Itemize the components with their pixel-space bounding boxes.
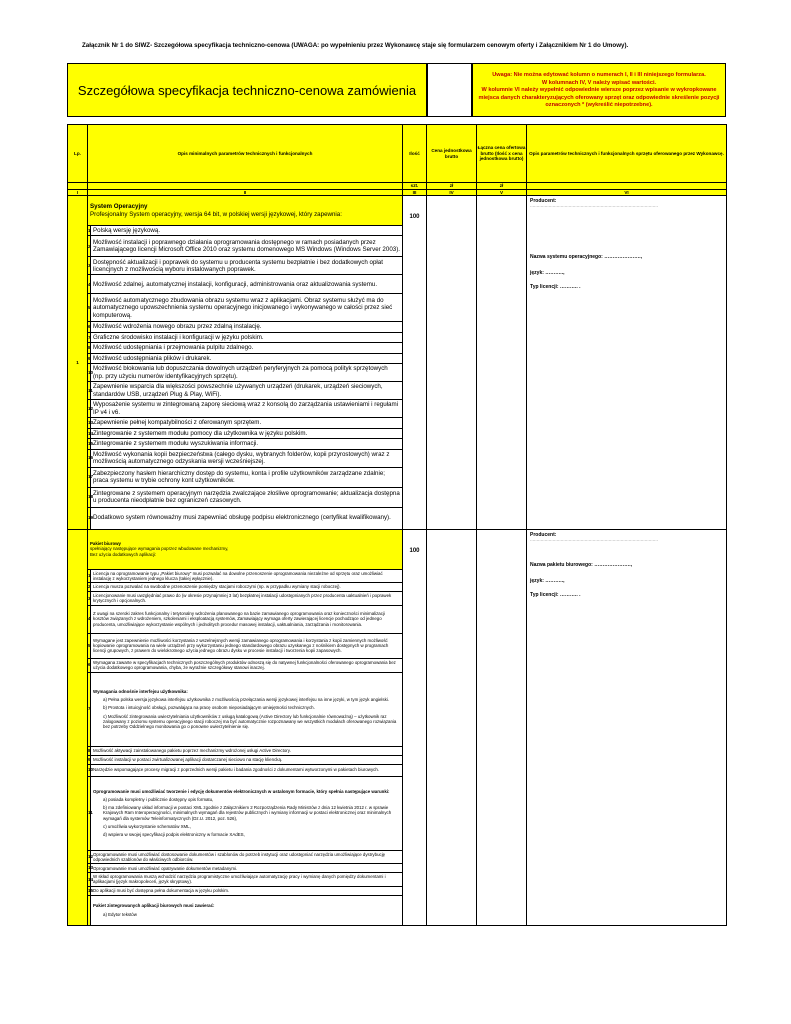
requirement-text (91, 275, 403, 294)
requirement-main-text: Dostępność aktualizacji i poprawek do systemu u producenta systemu bezpłatnie i bez dodatkowych opłat licencjnych z możliwością wyboru instalowanych poprawek. (93, 258, 383, 273)
requirement-main-text: Możliwość blokowania lub dopuszczania dowolnych urządzeń peryferyjnych za pomocą polityk sprzętowych (np. przy użyciu numerów identyfikacyjnych sprzętu). (93, 365, 388, 380)
section-lp: 1 (68, 196, 88, 530)
requirement-main-text: Wyposażenie systemu w zintegrowaną zaporę sieciową wraz z konsolą do zarządzania ustawieniami i regułami IP v4 i v6. (93, 401, 398, 416)
requirement-text (91, 873, 403, 887)
requirement-number: 10 (88, 764, 91, 776)
section-title: System Operacyjny (90, 203, 148, 211)
section-subtitle: Profesjonalny System operacyjny, wersja 64 bit, w polskiej wersji językowej, który zapewnia: (90, 210, 342, 218)
requirement-subpoint: b) Prostota i intuicyjność obsługi, pozwalająca na pracę osobom nieposiadającym umiejętności technicznych. (103, 705, 315, 711)
requirement-main-text: Graficzne środowisko instalacji i konfiguracji w języku polskim. (93, 333, 264, 341)
requirement-text (91, 746, 403, 755)
requirement-text (91, 294, 403, 322)
requirement-main-text: Wymagane jest zapewnienie możliwości korzystania z wszelnejsnych wersji zamawianego oprogramowania i korzystania z kopii zamiennych możliwość kopiowanie oprogramowania na wiele urządzeń przy wykorzystaniu jednego standardowego obrazu uzyskanego z nośnikiem dostępnych w programach licencji grupowych, z prawem do wielokrotnego użycia jednego obrazu dysku w procesie instalacji i tworzenia kopii zapasowych. (93, 637, 389, 654)
requirement-main-text: Oprogramowanie musi umożliwiać opatrywanie dokumentów metadanymi. (93, 865, 238, 871)
requirement-main-text: Licencjonowanie musi uwzględniać prawo do (w okresie przynajmniej 3 lat) bezpłatnej instalacji udostępnianych przez producenta uaktualnień i poprawek krytycznych i opcjonalnych. (93, 593, 392, 604)
section-heading (88, 196, 403, 226)
requirement-main-text: Możliwość zdalnej, automatycznej instalacji, konfiguracji, administrowania oraz aktualizowania systemu. (93, 280, 378, 288)
section-subtitle: spełniający następujące wymagania poprzez wbudowane mechanizmy, (90, 546, 229, 552)
roman-iv: IV (427, 189, 477, 196)
requirement-text (91, 467, 403, 487)
title-spacer (427, 63, 472, 117)
requirement-text (91, 257, 403, 275)
requirement-number: 15 (88, 439, 91, 449)
requirement-text (91, 343, 403, 353)
quantity-cell: 100 (403, 529, 427, 925)
roman-v: V (477, 189, 527, 196)
requirement-main-text: Oprogramowanie musi umożliwiać dostosowanie dokumentów i szablonów do potrzeb instytucji oraz udostępniać narzędzia umożliwiające dystrybucję odpowiednich szablonów do właściwych odbiorców. (93, 851, 386, 862)
requirement-text (91, 605, 403, 633)
requirement-text (91, 332, 403, 342)
requirement-main-text: Możliwość udostępniania i przejmowania pulpitu zdalnego. (93, 344, 254, 352)
offered-params-cell[interactable] (527, 196, 727, 530)
requirement-number: 6 (88, 658, 91, 672)
roman-iii: III (403, 189, 427, 196)
col-cena: Cena jednostkowa brutto (427, 125, 477, 183)
unit-price-input[interactable] (427, 529, 477, 925)
requirement-number: 7 (88, 672, 91, 746)
requirement-subpoint: d) wspiera w swojej specyfikacji podpis elektroniczny w formacie XAdES, (103, 832, 245, 838)
quantity-cell: 100 (403, 196, 427, 530)
requirement-main-text: Oprogramowanie musi umożliwiać tworzenie i edycję dokumentów elektronicznych w ustalonym formacie, który spełnia następujące warunki: (93, 788, 390, 794)
warning-line-2: W kolumnach IV, V należy wpisać wartości. (541, 79, 657, 86)
requirement-subpoint: c) umożliwia wykorzystanie schematów XML, (103, 824, 191, 830)
unit-price-input[interactable] (427, 196, 477, 530)
requirement-number: 13 (88, 418, 91, 428)
roman-i: I (68, 189, 88, 196)
requirement-text (91, 449, 403, 467)
roman-vi: VI (527, 189, 727, 196)
requirement-subpoint: a) Edytor tekstów (103, 911, 137, 917)
producer-input[interactable]: …………………………………………………………………………………… (530, 536, 659, 542)
requirement-text (91, 382, 403, 400)
requirement-main-text: Zapewnienie wsparcia dla większości powszechnie używanych urządzeń (drukarek, urządzeń sieciowych, standardów USB, urządzeń Plug & Play, WiFi). (93, 383, 383, 398)
requirement-main-text: Możliwość udostępniania plików i drukarek. (93, 354, 212, 362)
requirement-text (91, 592, 403, 606)
requirement-text (91, 755, 403, 764)
requirement-text (91, 353, 403, 363)
requirement-main-text: Możliwość instalacji i poprawnego działania oprogramowania dostępnego w ramach posiadanych przez Zamawiającego licencji Microsoft Office 2010 oraz systemu domenowego MS Windows (Windows Server 2003). (93, 239, 400, 254)
requirement-number: 9 (88, 353, 91, 363)
requirement-number: 17 (88, 467, 91, 487)
producer-label: Producent: (530, 198, 557, 204)
requirement-number: 18 (88, 487, 91, 507)
col-laczna: Łączna cena ofertowa brutto (Ilość x cena jednostkowa brutto) (477, 125, 527, 183)
requirement-number: 11 (88, 382, 91, 400)
requirement-subpoint: a) posiada kompletny i publicznie dostępny opis formatu, (103, 796, 214, 802)
language-input[interactable]: język: ……….., (530, 269, 565, 276)
requirement-main-text: Możliwość automatycznego zbudowania obrazu systemu wraz z aplikacjami. Obraz systemu służyć ma do automatycznego upowszechnienia systemu operacyjnego inicjowanego i wykonywanego w całości przez sieć komputerową. (93, 296, 393, 319)
header-note: Załącznik Nr 1 do SIWZ- Szczegółowa specyfikacja techniczno-cenowa (UWAGA: po wypełnieniu przez Wykonawcę staje się formularzem cenowym oferty i Załącznikiem Nr 1 do Umowy). (82, 42, 629, 49)
section-heading-row (68, 529, 727, 569)
requirement-number: 5 (88, 633, 91, 658)
requirement-number: 10 (88, 364, 91, 382)
requirement-number: 9 (88, 755, 91, 764)
unit-zl-2: zł (477, 183, 527, 190)
license-input[interactable]: Typ licencji: ……….. . (530, 283, 581, 290)
section-2 (68, 529, 727, 925)
requirement-number: 7 (88, 332, 91, 342)
requirement-text (91, 364, 403, 382)
requirement-main-text: Możliwość wdrożenia nowego obrazu przez zdalną instalację. (93, 323, 262, 331)
col-opis: Opis minimalnych parametrów technicznych i funkcjonalnych (88, 125, 403, 183)
requirement-number: 12 (88, 400, 91, 418)
requirement-number: 14 (88, 873, 91, 887)
license-input[interactable]: Typ licencji: ……….. . (530, 592, 581, 599)
specification-table (67, 124, 727, 926)
requirement-number: 2 (88, 236, 91, 257)
requirement-text (91, 895, 403, 925)
requirement-number: 8 (88, 343, 91, 353)
requirement-main-text: Dodatkowo system równoważny musi zapewniać obsługę podpisu elektronicznego (certyfikat kwalifikowany). (93, 514, 391, 522)
section-1 (68, 196, 727, 530)
requirement-number: 19 (88, 507, 91, 529)
section-heading-row (68, 196, 727, 226)
unit-szt: szt. (403, 183, 427, 190)
requirement-number: 8 (88, 746, 91, 755)
requirement-main-text: Polską wersję językową. (93, 227, 161, 234)
requirement-number: 4 (88, 275, 91, 294)
col-ilosc: Ilość (403, 125, 427, 183)
requirement-main-text: W skład oprogramowania muszą wchodzić narzędzia programistyczne umożliwiające automatyzację pracy i wymianę danych pomiędzy dokumentami i aplikacjami (język makropoleceń, język skryptowy). (93, 874, 386, 885)
requirement-number: 1 (88, 226, 91, 236)
language-input[interactable]: język: ……….., (530, 578, 565, 585)
section-title: Pakiet biurowy (90, 541, 121, 547)
requirement-text (91, 507, 403, 529)
name-input[interactable]: Nazwa pakietu biurowego: …………………., (530, 562, 632, 569)
requirement-main-text: Możliwość wykonania kopii bezpieczeństwa (całego dysku, wybranych folderów, kopii przyrostowych) wraz z możliwością automatycznego odzyskania wersji wcześniejszej. (93, 450, 390, 465)
requirement-text (91, 428, 403, 438)
requirement-number: 1 (88, 569, 91, 583)
requirement-main-text: Zintegrowane z systemem operacyjnym narzędzia zwalczające złośliwe oprogramowanie; aktualizacja dostępna u producenta nieodpłatnie bez ograniczeń czasowych. (93, 489, 400, 504)
requirement-number: 4 (88, 605, 91, 633)
requirement-text (91, 569, 403, 583)
warning-line-1: Uwaga: Nie można edytować kolumn o numerach I, II i III niniejszego formularza. (492, 72, 706, 78)
requirement-main-text: Do aplikacji musi być dostępna pełna dokumentacja w języku polskim. (93, 888, 230, 894)
requirement-main-text: Możliwość aktywacji zainstalowanego pakietu poprzez mechanizmy wdrożonej usługi Active Directory. (93, 747, 291, 753)
requirement-main-text: Wymagania odnośnie interfejsu użytkownika: (93, 688, 188, 694)
requirement-main-text: Z uwagi na szeroki zakres funkcjonalny i tetytonalny wdrożenia planowanego na bazie zamawianego oprogramowania oraz konieczności minimalizacji kosztów związanych z wdrożeniem, szkoleniami i eksploatacją systemów, Zamawiający wymaga oferty zawierającej licencje pochodzące od jednego producenta, umożliwiające wykorzystanie wspólnych i jednolitych procedur masowej instalacji, uaktualniania, zarządzania i monitorowania. (93, 611, 385, 627)
requirement-text (91, 226, 403, 236)
page-title: Szczegółowa specyfikacja techniczno-cenowa zamówienia (67, 63, 427, 117)
requirement-text (91, 487, 403, 507)
requirement-number: 11 (88, 776, 91, 850)
requirement-main-text: Pakiet zintegrowanych aplikacji biurowych musi zawierać: (93, 903, 215, 909)
requirement-text (91, 886, 403, 895)
roman-ii: II (88, 189, 403, 196)
requirement-number: 6 (88, 322, 91, 332)
offered-params-cell[interactable] (527, 529, 727, 925)
unit-zl-1: zł (427, 183, 477, 190)
requirement-text (91, 850, 403, 864)
requirement-text (91, 439, 403, 449)
col-oferowane: Opis parametrów technicznych i funkcjonalnych sprzętu oferowanego przez Wykonawcę. (527, 125, 727, 183)
requirement-text (91, 764, 403, 776)
requirement-subpoint: a) Pełna polska wersja językowa interfejsu użytkownika z możliwością przełączania wersji językowej interfejsu na inne języki, w tym język angielski. (103, 697, 389, 703)
requirement-subpoint: c) Możliwość zintegrowania uwierzytelniania użytkowników z usługą katalogową (Active Directory lub funkcjonalnie równoważną) – użytkownik raz zalogowany z poziomu systemu operacyjnego stacji roboczej ma być automatycznie rozpoznawany we wszystkich modułach oferowanego rozwiązania bez potrzeby Oddzielnego monitowania go o ponowne uwierzytelnienie się. (103, 713, 397, 730)
requirement-number: 3 (88, 592, 91, 606)
requirement-text (91, 776, 403, 850)
requirement-main-text: Licencja musza pozwalać na swobodne przenoszenie pomiędzy stacjami roboczymi (np. w przypadku wymiany stacji roboczej). (93, 584, 341, 590)
requirement-number: 2 (88, 583, 91, 592)
requirement-text (91, 658, 403, 672)
producer-label: Producent: (530, 531, 557, 538)
requirement-number: 3 (88, 257, 91, 275)
requirement-main-text: Licencja na oprogramowanie typu „Pakiet biurowy” musi pozwalać na dowolne przenoszenie oprogramowania niezależne od sprzętu oraz umożliwiać instalację z wykorzystaniem jednego klucza (takiej wyłącznie). (93, 570, 383, 581)
warning-line-3: W kolumnie VI należy wypełnić odpowiednie wiersze poprzez wpisanie w wykropkowane miejsca danych charakteryzujących oferowany sprzęt oraz odpowiednie skreślenie pozycji oznaczonych * (wykreślić niepotrzebne). (478, 87, 720, 109)
col-lp: Lp. (68, 125, 88, 183)
requirement-text (91, 633, 403, 658)
section-lp (68, 529, 88, 925)
requirement-text (91, 418, 403, 428)
requirement-text (91, 672, 403, 746)
requirement-number: 12 (88, 850, 91, 864)
requirement-subpoint: b) ma zdefiniowany układ informacji w postaci XML zgodnie z Załącznikiem 2 Rozporządzenia Rady Ministrów z dnia 12 kwietnia 2012 r. w sprawie Krajowych Ram Interoperacyjności, minimalnych wymagań dla rejestrów publicznych i wymiany informacji w postaci elektronicznej oraz minimalnych wymagań dla systemów Teleinformatycznych (Dz.U. 2012, poz. 526), (103, 805, 392, 821)
requirement-text (91, 864, 403, 873)
requirement-text (91, 400, 403, 418)
requirement-main-text: Zintegrowanie z systemem modułu wyszukiwania informacji. (93, 440, 259, 448)
requirement-number: 14 (88, 428, 91, 438)
requirement-number: 13 (88, 864, 91, 873)
producer-input[interactable]: …………………………………………………………………………………… (530, 203, 659, 208)
requirement-text (91, 583, 403, 592)
requirement-main-text: Zapewnienie pełnej kompatybilności z oferowanym sprzętem. (93, 419, 262, 427)
requirement-main-text: Zintegrowanie z systemem modułu pomocy dla użytkownika w języku polskim. (93, 429, 308, 437)
requirement-main-text: Wymagana zawarte w specyfikacjach technicznych poszczególnych produktów odnoszą się do natywnej funkcjonalności oferowanego oprogramowania bez użycia dodatkowego oprogramowania, chyba, że wyraźnie szczegółowy stanowi inaczej. (93, 659, 396, 671)
requirement-text (91, 236, 403, 257)
section-heading (88, 529, 403, 569)
requirement-main-text: Zabezpieczony hasłem hierarchiczny dostęp do systemu, konta i profile użytkowników zarządzane zdalnie; praca systemu w trybie ochrony kont użytkowników. (93, 469, 385, 484)
warning-box (472, 63, 726, 117)
requirement-main-text: Narzędzie wspomagające procesy migracji z poprzednich wersji pakietu i badania zgodności z dokumentami wytworzonymi w pakietach biurowych. (93, 767, 380, 773)
header-row (68, 125, 727, 183)
requirement-number: 15 (88, 886, 91, 895)
name-input[interactable]: Nazwa systemu operacyjnego: …………………., (530, 253, 642, 260)
section-subtitle-2: Bez użycia dodatkowych aplikacji: (90, 551, 157, 557)
total-price-input[interactable] (477, 529, 527, 925)
requirement-text (91, 322, 403, 332)
requirement-number: 16 (88, 449, 91, 467)
total-price-input[interactable] (477, 196, 527, 530)
requirement-number: 5 (88, 294, 91, 322)
requirement-main-text: Możliwość instalacji w postaci zwirtualizowanej aplikacji dostarczanej sieciowo na stację kliencką. (93, 756, 283, 762)
